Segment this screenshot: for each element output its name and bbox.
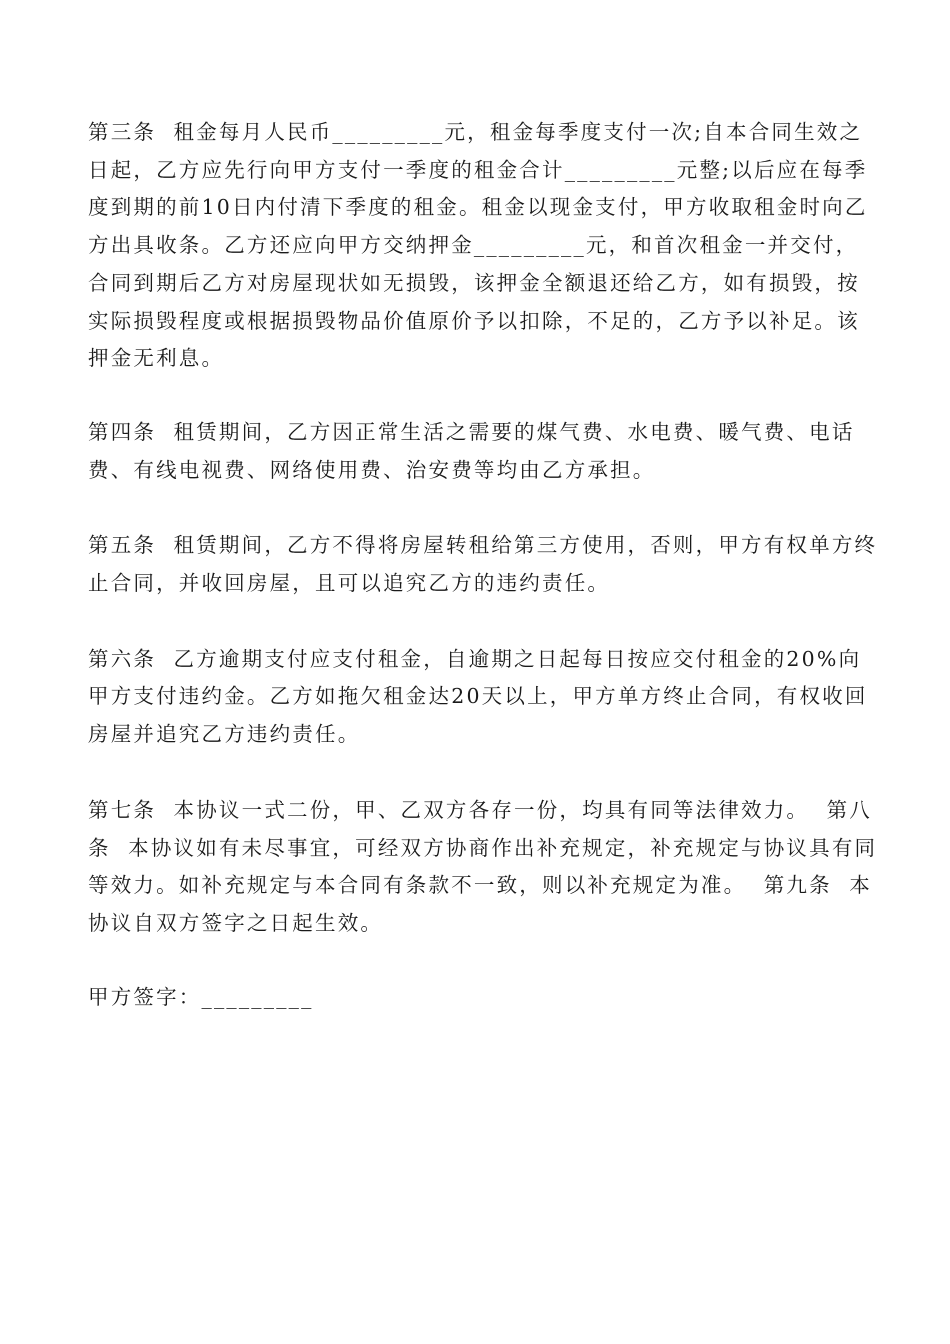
party-a-signature-line: 甲方签字：_________ — [88, 984, 314, 1009]
contract-page — [88, 114, 880, 1016]
clause-6-paragraph: 第六条 乙方逾期支付应支付租金，自逾期之日起每日按应交付租金的20%向甲方支付违约金。乙方如拖欠租金达20天以上，甲方单方终止合同，有权收回房屋并追究乙方违约责任。 — [88, 646, 868, 747]
clause-3-paragraph: 第三条 租金每月人民币_________元，租金每季度支付一次;自本合同生效之日起，乙方应先行向甲方支付一季度的租金合计_________元整;以后应在每季度到期的前10日内付清下季度的租金。租金以现金支付，甲方收取租金时向乙方出具收条。乙方还应向甲方交纳押金_________元，和首次租金一并交付，合同到期后乙方对房屋现状如无损毁，该押金全额退还给乙方，如有损毁，按实际损毁程度或根据损毁物品价值原价予以扣除，不足的，乙方予以补足。该押金无利息。 — [88, 120, 868, 371]
clause-4-paragraph: 第四条 租赁期间，乙方因正常生活之需要的煤气费、水电费、暖气费、电话费、有线电视费、网络使用费、治安费等均由乙方承担。 — [88, 419, 855, 482]
clause-7-9-paragraph: 第七条 本协议一式二份，甲、乙双方各存一份，均具有同等法律效力。 第八条 本协议如有未尽事宜，可经双方协商作出补充规定，补充规定与协议具有同等效力。如补充规定与本合同有条款不一致，则以补充规定为准。 第九条 本协议自双方签字之日起生效。 — [88, 797, 878, 935]
clause-5-paragraph: 第五条 租赁期间，乙方不得将房屋转租给第三方使用，否则，甲方有权单方终止合同，并收回房屋，且可以追究乙方的违约责任。 — [88, 533, 878, 596]
